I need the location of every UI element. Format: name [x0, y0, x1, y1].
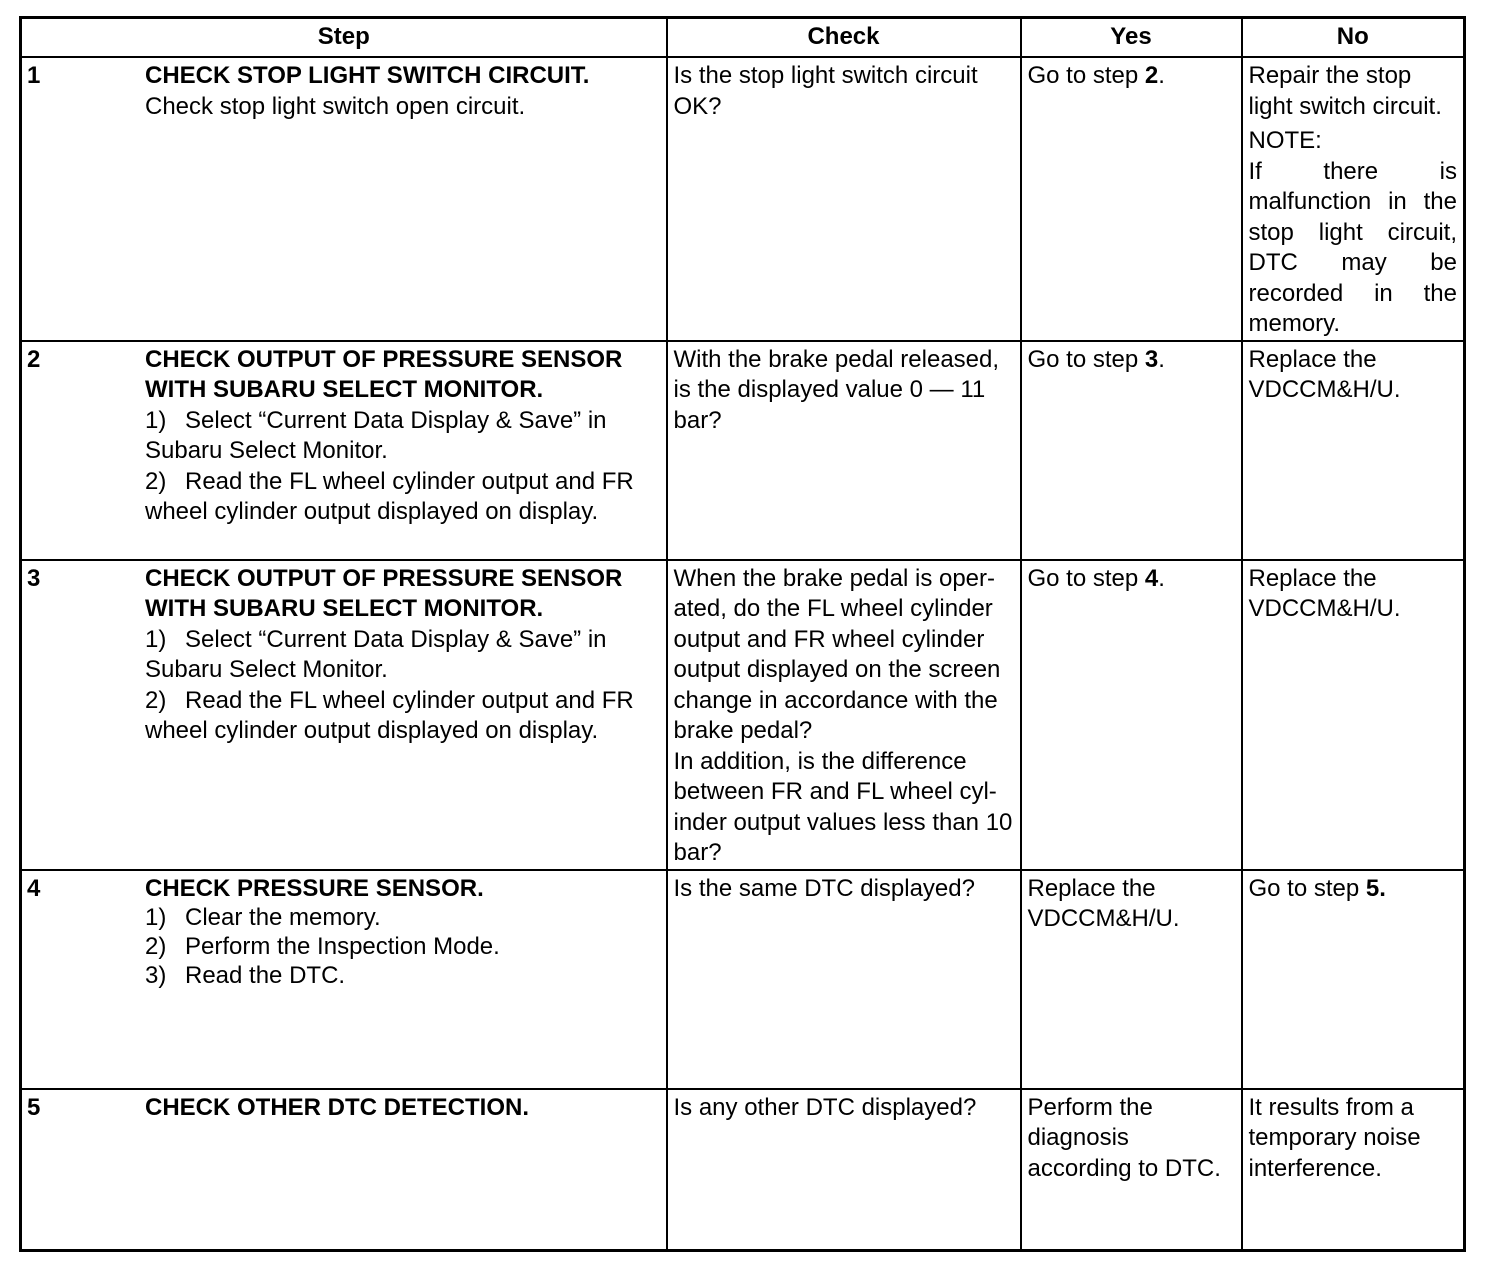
no-text: Replace the VDCCM&H/U. [1248, 345, 1401, 403]
no-cell [1242, 1089, 1465, 1251]
check-line: between FR and FL wheel cyl- [673, 778, 997, 805]
header-no: No [1242, 18, 1465, 58]
yes-cell [1021, 341, 1242, 560]
check-text: With the brake pedal released, is the displayed value 0 — 11 bar? [673, 345, 1000, 434]
check-cell [667, 870, 1021, 1089]
sub-item-number: 2) [145, 932, 167, 960]
step-cell [21, 870, 667, 1089]
yes-cell [1021, 57, 1242, 341]
step-cell [21, 57, 667, 341]
yes-cell [1021, 1089, 1242, 1251]
header-yes: Yes [1021, 18, 1242, 58]
step-number: 1 [27, 62, 41, 89]
note-label: NOTE: [1248, 127, 1322, 154]
no-text: Repair the stop light switch circuit. [1248, 62, 1442, 120]
step-number: 2 [27, 345, 41, 373]
sub-item-continued: Subaru Select Monitor. [145, 437, 388, 464]
table-row [21, 870, 1465, 1089]
step-title-line-2: WITH SUBARU SELECT MONITOR. [145, 595, 544, 622]
sub-item [145, 686, 662, 717]
table-row [21, 341, 1465, 560]
header-check: Check [667, 18, 1021, 58]
no-suffix: . [1379, 874, 1386, 902]
step-number: 3 [27, 564, 41, 592]
sub-item-text: Read the DTC. [185, 962, 346, 989]
sub-item-continued: Subaru Select Monitor. [145, 656, 388, 683]
check-line: When the brake pedal is oper- [673, 564, 996, 592]
check-line: bar? [673, 839, 722, 866]
yes-prefix: Go to step [1027, 62, 1145, 89]
sub-item-number: 1) [145, 904, 167, 931]
sub-item [145, 904, 662, 933]
table-row [21, 1089, 1465, 1251]
no-cell [1242, 870, 1465, 1089]
check-text: Is the stop light switch circuit OK? [673, 62, 978, 120]
step-number: 4 [27, 874, 41, 902]
step-title: CHECK PRESSURE SENSOR. [145, 874, 484, 902]
check-line: In addition, is the difference [673, 747, 967, 775]
header-step: Step [21, 18, 667, 58]
sub-item-number: 1) [145, 625, 167, 653]
yes-prefix: Go to step [1027, 345, 1145, 373]
no-cell [1242, 341, 1465, 560]
step-title-line-1: CHECK OUTPUT OF PRESSURE SENSOR [145, 564, 623, 592]
sub-item-number: 2) [145, 686, 167, 714]
table-row [21, 560, 1465, 870]
sub-item-text: Clear the memory. [185, 904, 381, 931]
no-cell [1242, 57, 1465, 341]
sub-item-text: Read the FL wheel cylinder output and FR [185, 686, 634, 714]
no-text: It results from a temporary noise interference. [1248, 1093, 1421, 1182]
header-row [21, 18, 1465, 58]
check-line: ated, do the FL wheel cylinder [673, 595, 993, 622]
sub-item [145, 467, 662, 498]
sub-item-continued: wheel cylinder output displayed on display. [145, 498, 599, 525]
yes-suffix: . [1158, 345, 1165, 373]
yes-step-ref: 2 [1144, 62, 1159, 89]
check-text: Is the same DTC displayed? [673, 874, 975, 902]
step-number: 5 [27, 1093, 41, 1121]
yes-cell [1021, 560, 1242, 870]
sub-item-text: Perform the Inspection Mode. [185, 932, 500, 960]
no-text: Replace the VDCCM&H/U. [1248, 564, 1401, 622]
step-cell [21, 341, 667, 560]
check-cell [667, 560, 1021, 870]
yes-suffix: . [1158, 564, 1165, 592]
sub-item [145, 406, 662, 437]
step-title-line-1: CHECK OUTPUT OF PRESSURE SENSOR [145, 345, 623, 373]
sub-item-continued: wheel cylinder output displayed on display. [145, 717, 599, 744]
step-title-line-2: WITH SUBARU SELECT MONITOR. [145, 376, 544, 403]
check-line: brake pedal? [673, 717, 813, 744]
check-cell [667, 341, 1021, 560]
check-text: Is any other DTC displayed? [673, 1093, 977, 1121]
check-line: output and FR wheel cylinder [673, 625, 985, 653]
step-cell [21, 560, 667, 870]
note-text: If there is malfunction in the stop light circuit, DTC may be recorded in the memory. [1248, 157, 1457, 337]
yes-cell [1021, 870, 1242, 1089]
no-cell [1242, 560, 1465, 870]
sub-item-number: 2) [145, 467, 167, 495]
sub-item [145, 933, 662, 962]
yes-suffix: . [1158, 62, 1165, 89]
diagnostic-table [19, 16, 1466, 1252]
sub-item [145, 625, 662, 656]
check-line: output displayed on the screen [673, 656, 1001, 683]
check-line: inder output values less than 10 [673, 808, 1013, 836]
step-cell [21, 1089, 667, 1251]
step-title: CHECK STOP LIGHT SWITCH CIRCUIT. [145, 62, 590, 89]
yes-step-ref: 4 [1144, 564, 1159, 592]
sub-item-number: 3) [145, 962, 167, 989]
yes-text: Perform the diagnosis according to DTC. [1027, 1093, 1221, 1182]
yes-step-ref: 3 [1144, 345, 1159, 373]
check-line: change in accordance with the [673, 686, 998, 714]
sub-item-text: Select “Current Data Display & Save” in [185, 406, 607, 434]
sub-item-number: 1) [145, 406, 167, 434]
yes-text: Replace the VDCCM&H/U. [1027, 874, 1180, 932]
sub-item-text: Select “Current Data Display & Save” in [185, 625, 607, 653]
yes-prefix: Go to step [1027, 564, 1145, 592]
step-detail: Check stop light switch open circuit. [145, 92, 526, 120]
no-prefix: Go to step [1248, 874, 1366, 902]
no-step-ref: 5 [1365, 874, 1380, 902]
sub-item-text: Read the FL wheel cylinder output and FR [185, 467, 634, 495]
check-cell [667, 1089, 1021, 1251]
sub-item [145, 961, 662, 992]
step-title: CHECK OTHER DTC DETECTION. [145, 1093, 529, 1121]
check-cell [667, 57, 1021, 341]
table-row [21, 57, 1465, 341]
